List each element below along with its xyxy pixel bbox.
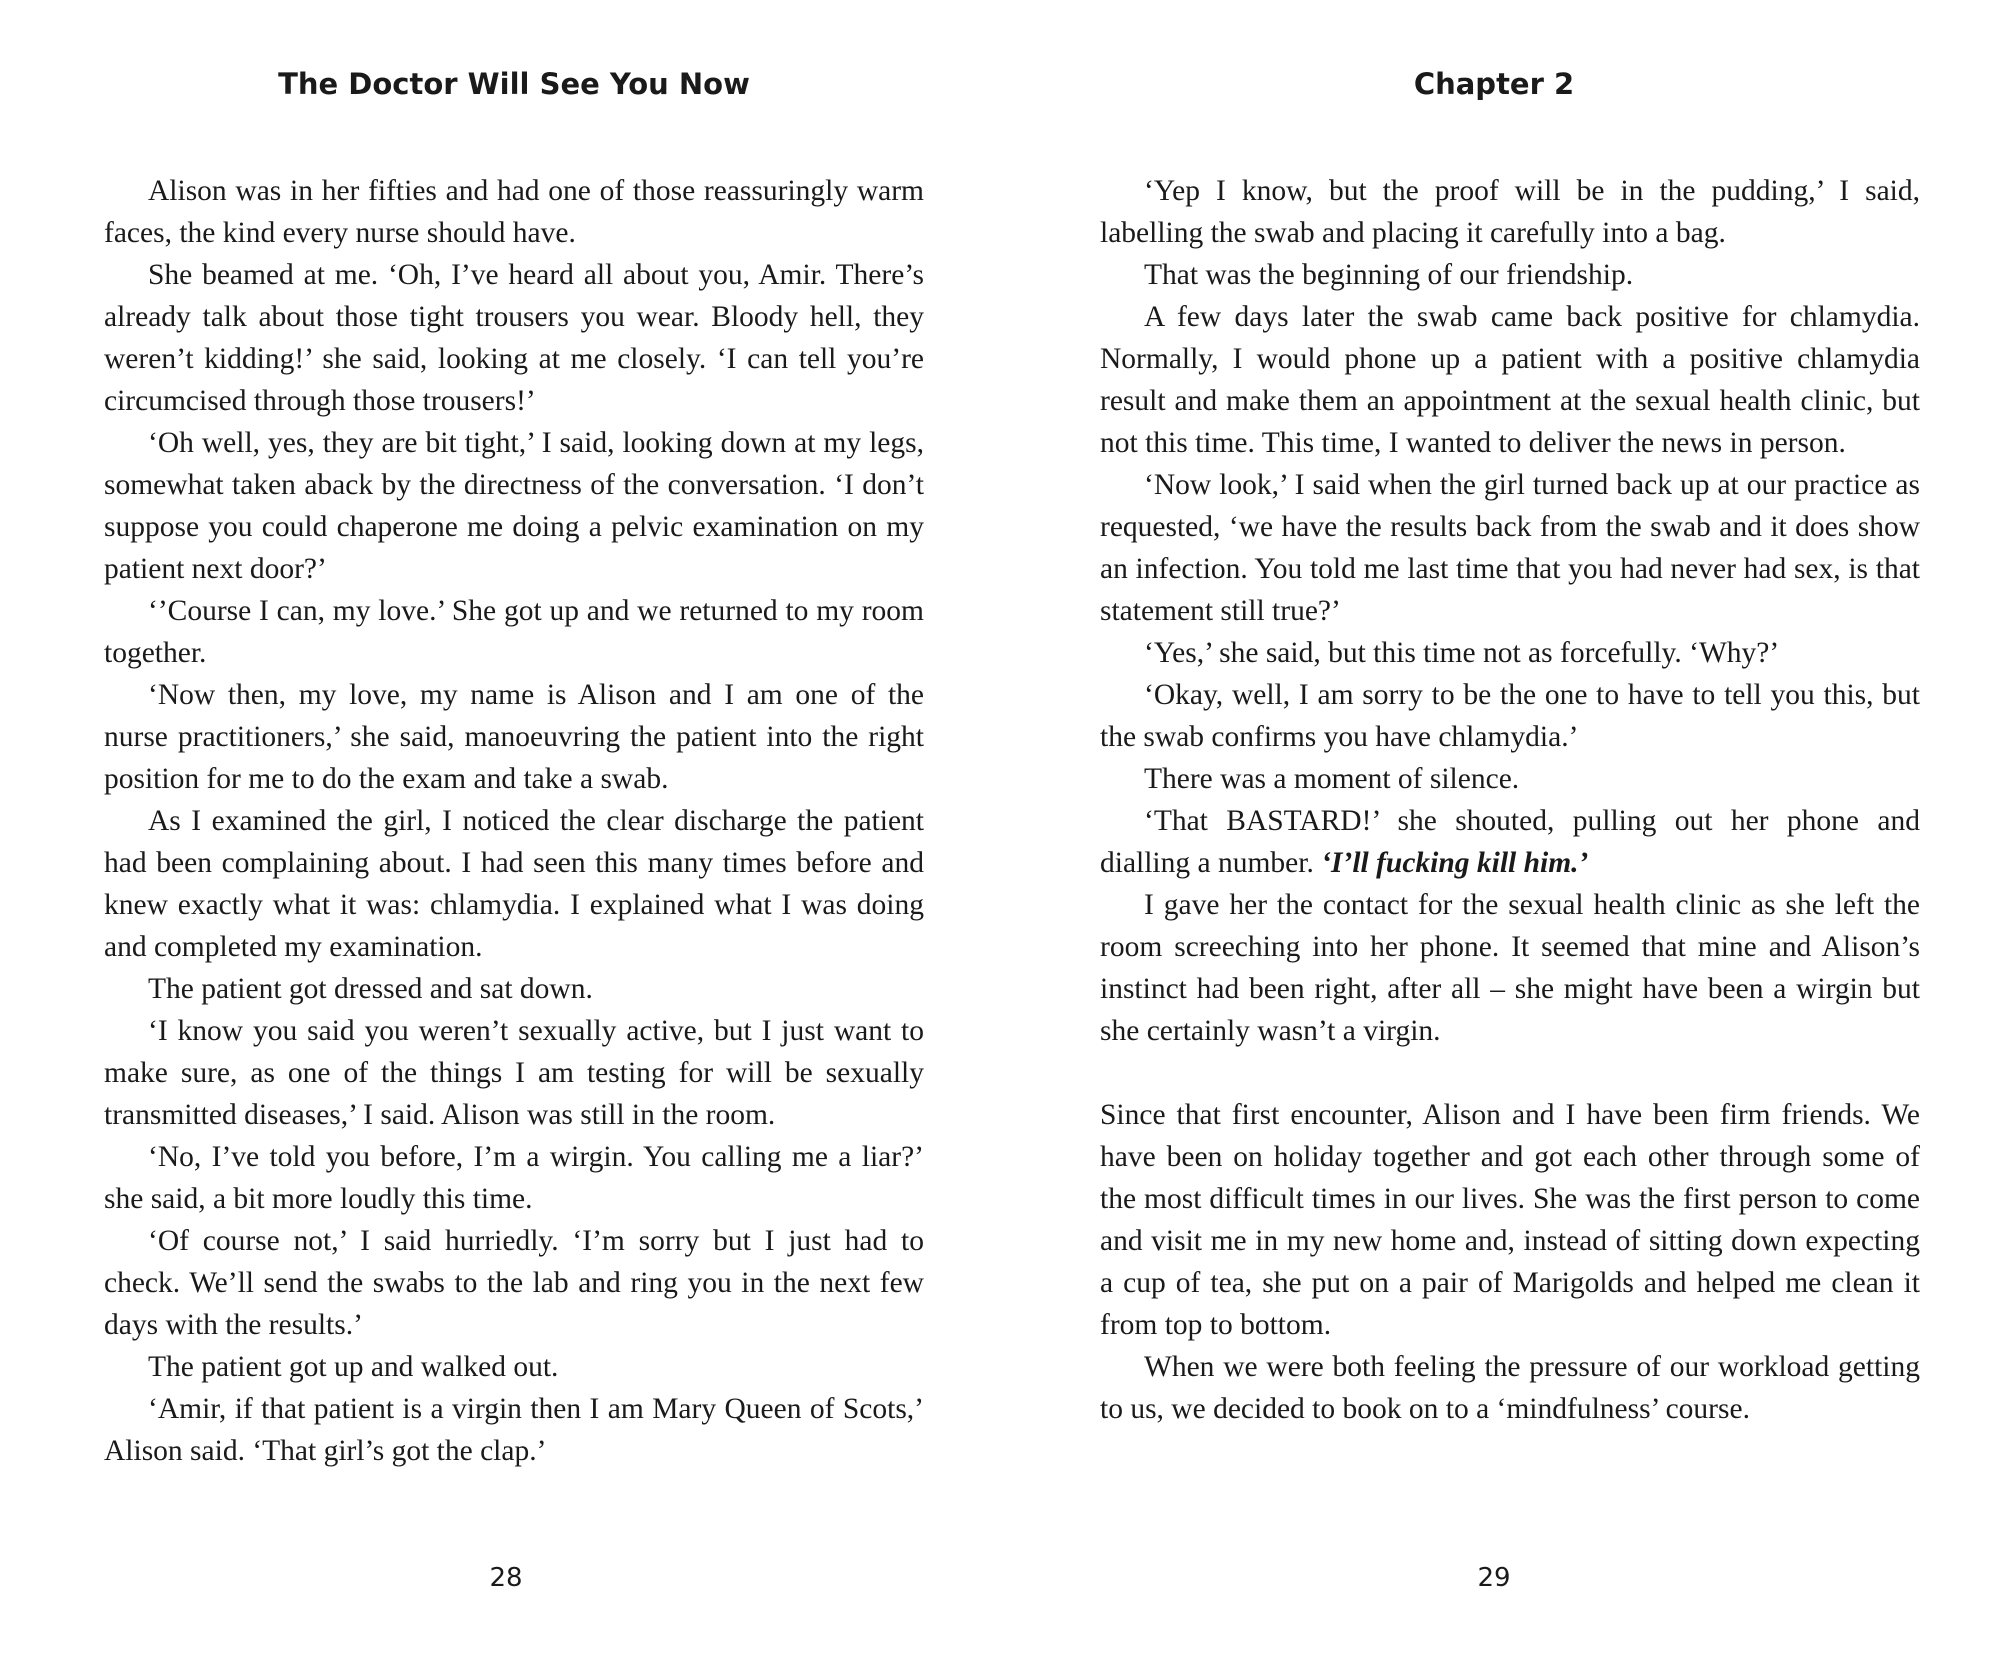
paragraph: ‘Oh well, yes, they are bit tight,’ I said, looking down at my legs, somewhat taken aback by the directness of the conversation. ‘I don’t suppose you could chaperone me doing a pelvic examination on my patient next door?’ [104,427,924,585]
paragraph: The patient got dressed and sat down. [148,973,593,1005]
paragraph: ‘Yes,’ she said, but this time not as forcefully. ‘Why?’ [1144,637,1780,669]
paragraph: ‘No, I’ve told you before, I’m a wirgin. You calling me a liar?’ she said, a bit more loudly this time. [104,1141,924,1215]
left-page-body [104,170,924,1472]
paragraph: ‘’Course I can, my love.’ She got up and we returned to my room together. [104,595,924,669]
paragraph: That was the beginning of our friendship. [1144,259,1634,291]
paragraph: ‘Yep I know, but the proof will be in the pudding,’ I said, labelling the swab and placing it carefully into a bag. [1100,175,1920,249]
paragraph: There was a moment of silence. [1144,763,1520,795]
running-head-left: The Doctor Will See You Now [278,67,750,101]
paragraph-text: ‘That BASTARD!’ she shouted, pulling out her phone and dialling a number. [1100,805,1920,879]
paragraph: ‘Of course not,’ I said hurriedly. ‘I’m sorry but I just had to check. We’ll send the swabs to the lab and ring you in the next few days with the results.’ [104,1225,924,1341]
paragraph: She beamed at me. ‘Oh, I’ve heard all about you, Amir. There’s already talk about those tight trousers you wear. Bloody hell, they weren’t kidding!’ she said, looking at me closely. ‘I can tell you’re circumcised through those trousers!’ [104,259,924,417]
paragraph: ‘Now then, my love, my name is Alison and I am one of the nurse practitioners,’ she said, manoeuvring the patient into the right position for me to do the exam and take a swab. [104,679,924,795]
paragraph: ‘Okay, well, I am sorry to be the one to have to tell you this, but the swab confirms you have chlamydia.’ [1100,679,1920,753]
page-number-left: 28 [489,1563,523,1593]
paragraph: When we were both feeling the pressure of our workload getting to us, we decided to book on to a ‘mindfulness’ course. [1100,1351,1920,1425]
left-page [104,0,924,1654]
paragraph: A few days later the swab came back positive for chlamydia. Normally, I would phone up a patient with a positive chlamydia result and make them an appointment at the sexual health clinic, but not this time. This time, I wanted to deliver the news in person. [1100,301,1920,459]
paragraph: As I examined the girl, I noticed the clear discharge the patient had been complaining about. I had seen this many times before and knew exactly what it was: chlamydia. I explained what I was doing and completed my examination. [104,805,924,963]
running-head-right: Chapter 2 [1413,67,1575,101]
right-page-body [1100,170,1920,1430]
paragraph: ‘Now look,’ I said when the girl turned back up at our practice as requested, ‘we have the results back from the swab and it does show an infection. You told me last time that you had never had sex, is that statement still true?’ [1100,469,1920,627]
paragraph: ‘I know you said you weren’t sexually active, but I just want to make sure, as one of the things I am testing for will be sexually transmitted diseases,’ I said. Alison was still in the room. [104,1015,924,1131]
right-page [1100,0,1920,1654]
paragraph: The patient got up and walked out. [148,1351,559,1383]
page-number-right: 29 [1477,1563,1511,1593]
section-break [1100,1052,1920,1094]
paragraph: I gave her the contact for the sexual health clinic as she left the room screeching into her phone. It seemed that mine and Alison’s instinct had been right, after all – she might have been a wirgin but she certainly wasn’t a virgin. [1100,889,1920,1047]
paragraph: Since that first encounter, Alison and I have been firm friends. We have been on holiday together and got each other through some of the most difficult times in our lives. She was the first person to come and visit me in my new home and, instead of sitting down expecting a cup of tea, she put on a pair of Marigolds and helped me clean it from top to bottom. [1100,1099,1920,1341]
paragraph-with-emphasis [1100,800,1920,884]
paragraph: Alison was in her fifties and had one of those reassuringly warm faces, the kind every nurse should have. [104,175,924,249]
paragraph: ‘Amir, if that patient is a virgin then I am Mary Queen of Scots,’ Alison said. ‘That girl’s got the clap.’ [104,1393,924,1467]
emphasized-quote: ‘I’ll fucking kill him.’ [1321,847,1589,879]
